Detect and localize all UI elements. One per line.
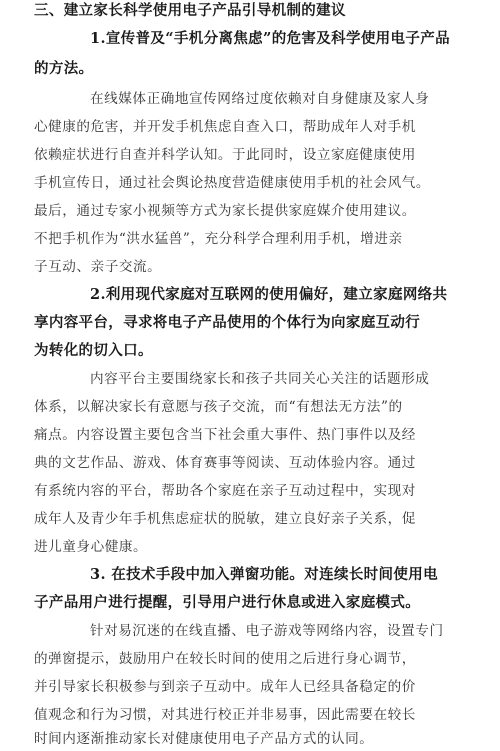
section-2-body-line-2: 体系，以解决家长有意愿与孩子交流，而“有想法无方法”的	[34, 399, 403, 415]
section-2-body-line-4: 典的文艺作品、游戏、体育赛事等阅读、互动体验内容。通过	[34, 455, 416, 471]
section-3-body-line-2: 的弹窗提示，鼓励用户在较长时间的使用之后进行身心调节，	[34, 651, 416, 667]
section-2-body-line-1: 内容平台主要围绕家长和孩子共同关心关注的话题形成	[90, 371, 430, 387]
section-1-body-line-6: 不把手机作为“洪水猛兽”，充分科学合理利用手机，增进亲	[34, 231, 403, 247]
section-2-heading-line-3: 为转化的切入口。	[34, 342, 153, 359]
section-1-body-line-7: 子互动、亲子交流。	[34, 259, 162, 275]
section-2-body-line-3: 痛点。内容设置主要包含当下社会重大事件、热门事件以及经	[34, 427, 416, 443]
section-2-body-line-7: 进儿童身心健康。	[34, 539, 148, 555]
section-3-heading-line-1: 3. 在技术手段中加入弹窗功能。对连续长时间使用电	[90, 566, 438, 583]
section-3-body-line-1: 针对易沉迷的在线直播、电子游戏等网络内容，设置专门	[90, 623, 444, 639]
section-title: 三、建立家长科学使用电子产品引导机制的建议	[34, 2, 346, 19]
section-1-body-line-3: 依赖症状进行自查并科学认知。于此同时，设立家庭健康使用	[34, 147, 416, 163]
section-2-heading-line-2: 享内容平台，寻求将电子产品使用的个体行为向家庭互动行	[34, 314, 421, 331]
section-3-body-line-3: 并引导家长积极参与到亲子互动中。成年人已经具备稳定的价	[34, 679, 416, 695]
section-3-heading-line-2: 子产品用户进行提醒，引导用户进行休息或进入家庭模式。	[34, 594, 421, 611]
section-3-body-line-4: 值观念和行为习惯，对其进行校正并非易事，因此需要在较长	[34, 707, 416, 723]
section-1-body-line-4: 手机宣传日，通过社会舆论热度营造健康使用手机的社会风气。	[34, 175, 431, 191]
section-2-body-line-6: 成年人及青少年手机焦虑症状的脱敏，建立良好亲子关系，促	[34, 511, 416, 527]
section-1-body-line-2: 心健康的危害，并开发手机焦虑自查入口，帮助成年人对手机	[34, 119, 416, 135]
section-2-heading-line-1: 2.利用现代家庭对互联网的使用偏好，建立家庭网络共	[90, 286, 448, 303]
section-3-body-line-5: 时间内逐渐推动家长对健康使用电子产品方式的认同。	[34, 731, 374, 747]
section-1-heading-line-1: 1.宣传普及“手机分离焦虑”的危害及科学使用电子产品	[90, 30, 450, 47]
section-1-body-line-1: 在线媒体正确地宣传网络过度依赖对自身健康及家人身	[90, 91, 430, 107]
section-2-body-line-5: 有系统内容的平台，帮助各个家庭在亲子互动过程中，实现对	[34, 483, 416, 499]
section-1-heading-line-2: 的方法。	[34, 60, 94, 77]
section-1-body-line-5: 最后，通过专家小视频等方式为家长提供家庭媒介使用建议。	[34, 203, 416, 219]
